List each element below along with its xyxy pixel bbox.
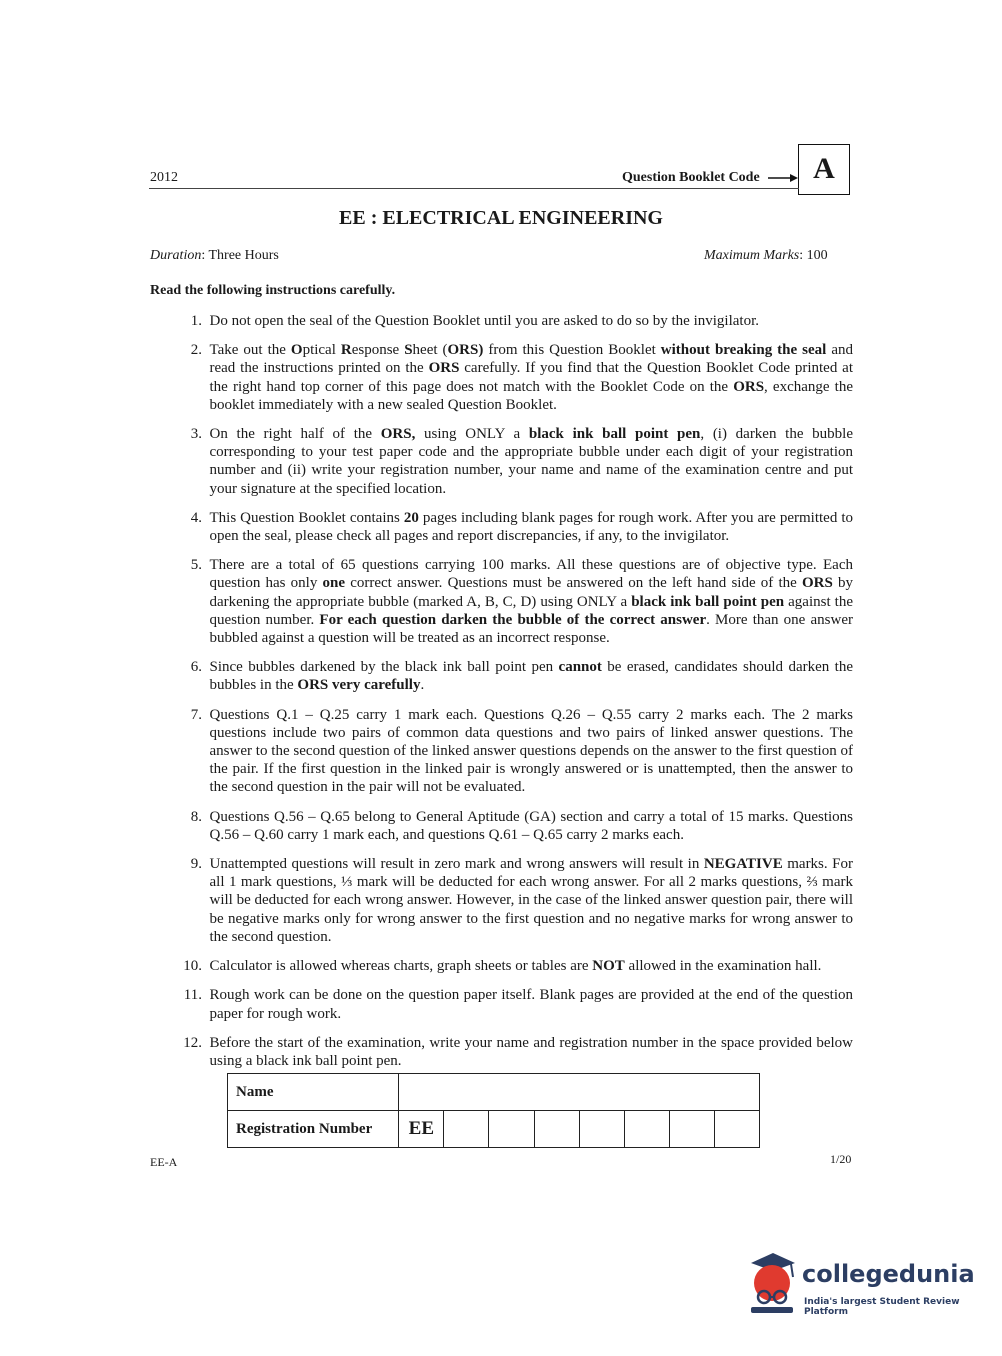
registration-digit-box[interactable]: [669, 1111, 714, 1148]
registration-prefix: EE: [399, 1111, 444, 1148]
instruction-item: [160, 1034, 853, 1070]
instructions-list: [160, 312, 853, 1081]
footer-page-number: 1/20: [830, 1152, 852, 1166]
instruction-text: Questions Q.56 – Q.65 belong to General Aptitude (GA) section and carry a total of 15 marks. Questions Q.56 – Q.60 carry 1 mark each, and questions Q.61 – Q.65 carry 2 marks each.: [209, 808, 853, 843]
arrow-right-icon: [768, 172, 798, 184]
instruction-item: [160, 341, 853, 414]
instruction-text: Do not open the seal of the Question Booklet until you are asked to do so by the invigilator.: [209, 313, 759, 329]
registration-digit-box[interactable]: [714, 1111, 759, 1148]
instruction-item: [160, 509, 853, 545]
instruction-text: Questions Q.1 – Q.25 carry 1 mark each. Questions Q.26 – Q.55 carry 2 marks each. The 2 marks questions include two pairs of common data questions and two pairs of linked answer questions. The answer to the second question of the linked answer questions depends on the answer to the first question of the pair. If the first question in the linked pair is wrongly answered or is unattempted, then the answer to the second question in the pair will not be evaluated.: [209, 706, 853, 796]
header-rule: [149, 188, 799, 189]
registration-digit-box[interactable]: [444, 1111, 489, 1148]
instruction-item: [160, 808, 853, 844]
instruction-number: 10.: [183, 958, 202, 975]
registration-digit-box[interactable]: [489, 1111, 534, 1148]
logo-wordmark: collegedunia: [802, 1260, 975, 1288]
instruction-number: 1.: [190, 313, 202, 329]
instruction-text: On the right half of the ORS, using ONLY a black ink ball point pen, (i) darken the bubble corresponding to your test paper code and the appropriate bubble under each digit of your registration number and (ii) write your registration number, your name and name of the examination centre and put your signature at the specified location.: [209, 426, 853, 497]
duration: [150, 248, 279, 264]
max-marks-label: Maximum Marks: [704, 248, 800, 263]
instruction-text: There are a total of 65 questions carrying 100 marks. All these questions are of objective type. Each question has only one correct answer. Questions must be answered on the left hand side of the ORS by darkening the appropriate bubble (marked A, B, C, D) using ONLY a black ink ball point pen against the question number. For each question darken the bubble of the correct answer. More than one answer bubbled against a question will be treated as an incorrect response.: [209, 557, 853, 647]
instruction-number: 3.: [190, 426, 202, 443]
name-label: Name: [228, 1074, 399, 1111]
instruction-item: [160, 855, 853, 946]
instructions-heading: Read the following instructions carefully.: [150, 283, 396, 298]
instruction-text: Rough work can be done on the question paper itself. Blank pages are provided at the end of the question paper for rough work.: [209, 987, 853, 1022]
duration-label: Duration: [150, 248, 202, 263]
footer-paper-code: EE-A: [150, 1155, 178, 1169]
instruction-number: 7.: [190, 706, 202, 723]
instruction-number: 12.: [183, 1034, 202, 1051]
registration-digit-box[interactable]: [624, 1111, 669, 1148]
instruction-text: Unattempted questions will result in zero mark and wrong answers will result in NEGATIVE marks. For all 1 mark questions, ⅓ mark will be deducted for each wrong answer. For all 2 marks questions, ⅔ mark will be deducted for each wrong answer. However, in the case of the linked answer question pair, there will be negative marks only for wrong answer to the first question and no negative marks for wrong answer to the second question.: [209, 856, 853, 945]
name-row: [228, 1074, 760, 1111]
registration-digit-box[interactable]: [579, 1111, 624, 1148]
registration-digit-box[interactable]: [534, 1111, 579, 1148]
instruction-text: Calculator is allowed whereas charts, graph sheets or tables are NOT allowed in the examination hall.: [209, 958, 822, 975]
max-marks-value: : 100: [799, 248, 828, 263]
paper-title: EE : ELECTRICAL ENGINEERING: [339, 207, 663, 229]
duration-value: : Three Hours: [201, 248, 279, 263]
instruction-item: [160, 312, 853, 330]
instruction-text: Before the start of the examination, write your name and registration number in the space provided below using a black ink ball point pen.: [209, 1034, 853, 1069]
instruction-number: 5.: [190, 557, 202, 574]
logo-tagline: India's largest Student Review Platform: [804, 1297, 960, 1317]
instruction-text: This Question Booklet contains 20 pages including blank pages for rough work. After you are permitted to open the seal, please check all pages and report discrepancies, if any, to the invigilator.: [209, 509, 853, 545]
instruction-number: 2.: [190, 342, 202, 359]
instruction-number: 6.: [190, 659, 202, 676]
instruction-item: [160, 658, 853, 694]
registration-label: Registration Number: [228, 1111, 399, 1148]
instruction-item: [160, 957, 853, 975]
instruction-item: [160, 556, 853, 647]
instruction-number: 9.: [190, 856, 202, 873]
instruction-number: 4.: [190, 509, 202, 526]
registration-row: [228, 1111, 760, 1148]
instruction-text: Take out the Optical Response Sheet (ORS) from this Question Booklet without breaking the seal and read the instructions printed on the ORS carefully. If you find that the Question Booklet Code printed at the right hand top corner of this page does not match with the Booklet Code on the ORS, exchange the booklet immediately with a new sealed Question Booklet.: [209, 342, 853, 413]
booklet-code-box: A: [798, 144, 850, 195]
year: 2012: [150, 170, 178, 185]
instruction-number: 8.: [190, 808, 202, 825]
candidate-details-table: [227, 1073, 760, 1148]
name-field[interactable]: [399, 1074, 760, 1111]
instruction-number: 11.: [183, 987, 202, 1004]
max-marks: [704, 248, 828, 264]
instruction-text: Since bubbles darkened by the black ink ball point pen cannot be erased, candidates should darken the bubbles in the ORS very carefully.: [209, 659, 853, 694]
instruction-item: [160, 425, 853, 498]
booklet-code-label: Question Booklet Code: [622, 170, 760, 185]
instruction-item: [160, 706, 853, 797]
instruction-item: [160, 986, 853, 1022]
